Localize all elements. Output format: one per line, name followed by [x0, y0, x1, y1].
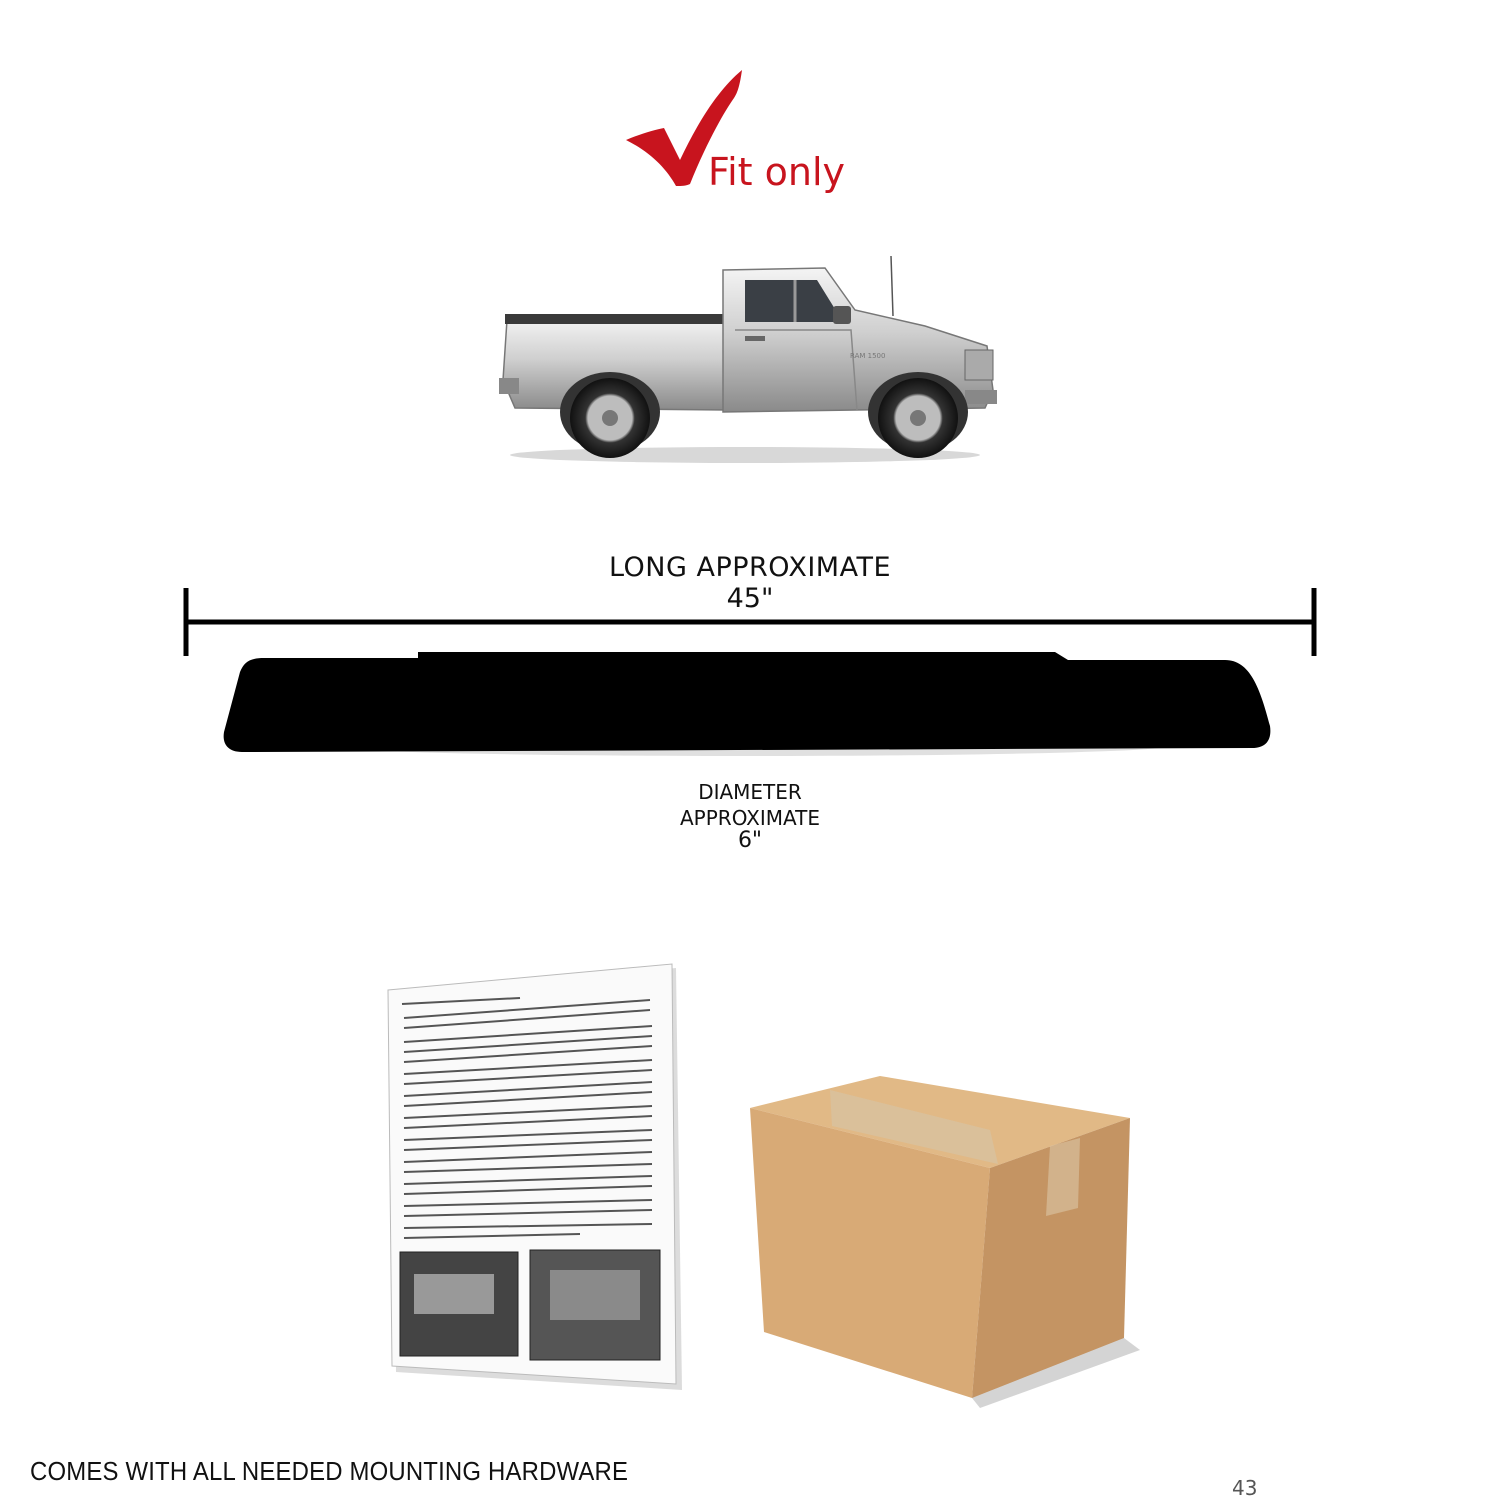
footer-hardware-note: COMES WITH ALL NEEDED MOUNTING HARDWARE [30, 1456, 629, 1486]
diameter-label-approximate: APPROXIMATE [680, 806, 820, 830]
corner-page-mark: 43 [1232, 1476, 1258, 1500]
length-label: LONG APPROXIMATE [608, 552, 892, 583]
diameter-label: DIAMETER [698, 780, 802, 804]
diameter-value: 6" [737, 828, 763, 853]
pickup-truck-image [495, 250, 1000, 465]
instruction-sheet-image [380, 962, 690, 1392]
length-value: 45" [726, 583, 774, 614]
running-board-image [220, 648, 1275, 760]
svg-text:RAM 1500: RAM 1500 [850, 352, 886, 360]
shipping-box-image [740, 1068, 1140, 1408]
fit-only-label: Fit only [708, 150, 846, 194]
